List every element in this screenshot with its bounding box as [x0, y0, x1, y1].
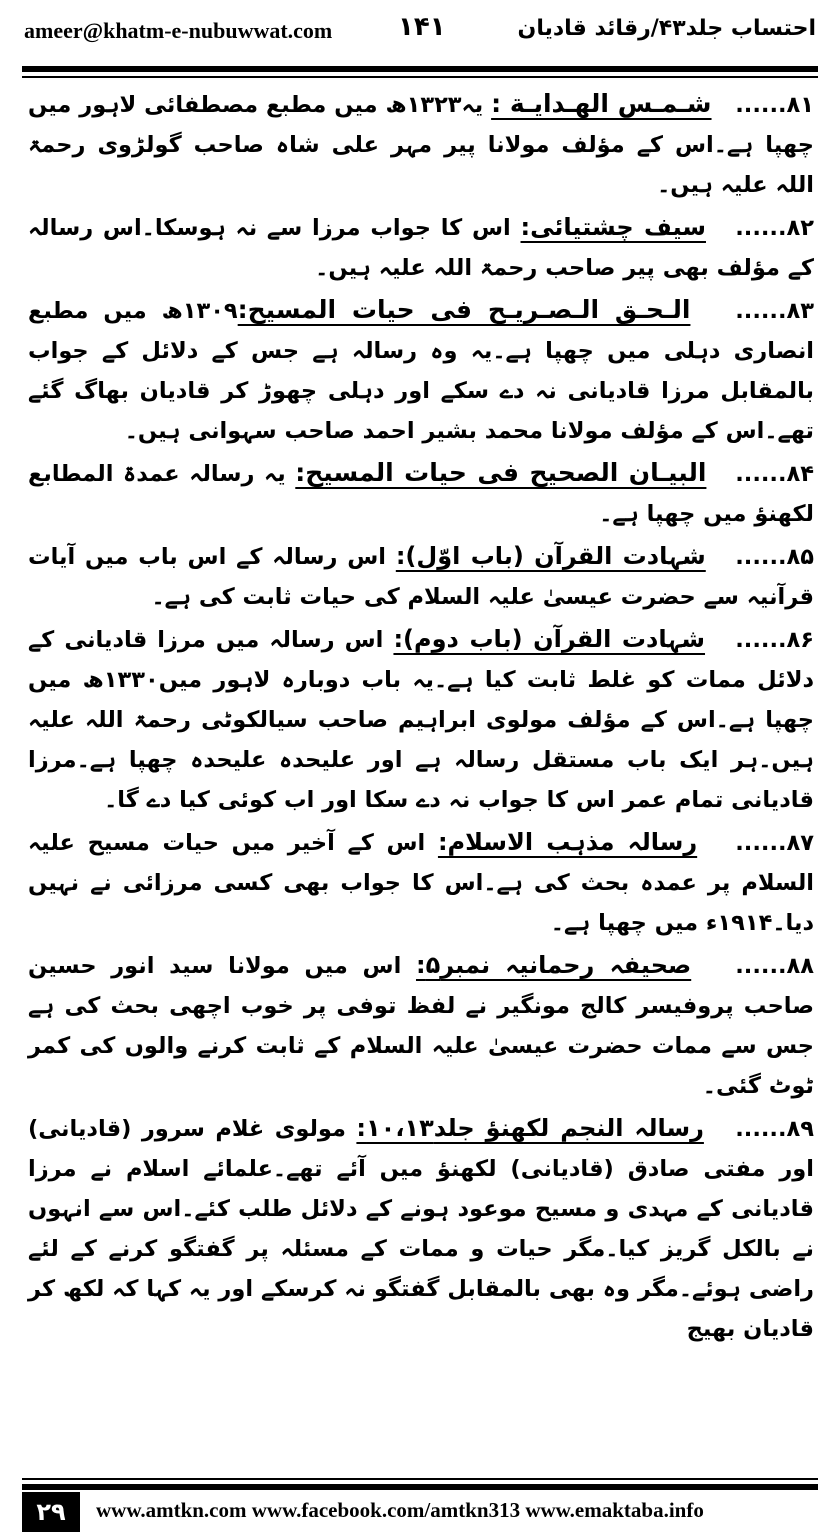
entry-title: شہادت القرآن (باب دوم):	[393, 625, 706, 653]
entry-title: البيـان الصحيح فى حيات المسيح:	[295, 458, 707, 487]
entry-title: صحیفہ رحمانیہ نمبر۵:	[415, 951, 692, 979]
entry-text: اس کے آخیر میں حیات مسیح علیہ السلام پر عمدہ بحث کی ہے۔اس کا جواب بھی کسی مرزائی نے نہیں دیا۔۱۹۱۴ء میں چھپا ہے۔	[28, 830, 814, 936]
entry-89	[28, 1108, 814, 1349]
entry-number: ۸۲	[786, 215, 814, 241]
header-email: ameer@khatm-e-nubuwwat.com	[24, 18, 333, 43]
entry-dots: ......	[735, 1116, 787, 1142]
entry-text: یہ رسالہ عمدۃ المطابع لکھنؤ میں چھپا ہے۔	[28, 461, 814, 527]
entry-number: ۸۶	[786, 627, 815, 653]
header-page-number: ۱۴۱	[398, 12, 446, 42]
entry-83	[28, 290, 814, 451]
entry-title: الـحـق الـصـريـح فى حيات المسيح:	[237, 295, 691, 324]
entry-title: سیف چشتیائی:	[520, 213, 706, 241]
entry-title: شہادت القرآن (باب اوّل):	[395, 542, 706, 570]
entry-number: ۸۴	[786, 461, 814, 487]
header-rule-thick	[22, 66, 818, 72]
entry-84	[28, 453, 814, 534]
entry-title: رسالہ مذہب الاسلام:	[437, 828, 698, 856]
entry-87	[28, 822, 814, 943]
entry-text: ۱۳۰۹ھ میں مطبع انصاری دہلی میں چھپا ہے۔یہ وہ رسالہ ہے جس کے دلائل کے جواب بالمقابل مرزا قادیانی نہ دے سکے اور دہلی چھوڑ کر قادیان بھاگ گئے تھے۔اس کے مؤلف مولانا محمد بشیر احمد صاحب سہوانی ہیں۔	[28, 298, 814, 444]
header-book-title: احتساب جلد۴۳/رقائد قادیان	[517, 16, 816, 41]
entry-number: ۸۵	[786, 544, 815, 570]
entry-title: رسالہ النجم لکھنؤ جلد۱۰،۱۳:	[356, 1114, 704, 1142]
entry-number: ۸۱	[786, 92, 815, 118]
entry-number: ۸۹	[786, 1116, 814, 1142]
footer-rule-thin	[22, 1478, 818, 1480]
entry-dots: ......	[735, 92, 787, 118]
entry-text: یہ۱۳۲۳ھ میں مطبع مصطفائی لاہور میں چھپا ہے۔اس کے مؤلف مولانا پیر مہر علی شاہ صاحب گولڑوی رحمۃ اللہ علیہ ہیں۔	[28, 92, 814, 198]
footer-urls: www.amtkn.com www.facebook.com/amtkn313 www.emaktaba.info	[96, 1498, 704, 1522]
footer-page-label: ۲۹	[22, 1492, 80, 1532]
entry-dots: ......	[735, 461, 787, 487]
footer-rule-thick	[22, 1484, 818, 1490]
entry-dots: ......	[735, 627, 787, 653]
entry-text: مولوی غلام سرور (قادیانی) اور مفتی صادق (قادیانی) لکھنؤ میں آئے تھے۔علمائے اسلام نے مرزا قادیانی کے مہدی و مسیح موعود ہونے کے دلائل طلب کئے۔اس سے انہوں نے بالکل گریز کیا۔مگر حیات و ممات کے مسئلہ پر گفتگو کرنے کے لئے راضی ہوئے۔مگر وہ بھی بالمقابل گفتگو نہ کرسکے اور یہ کہا کہ لکھ کر قادیان بھیج	[28, 1116, 814, 1342]
entry-dots: ......	[735, 953, 787, 979]
entry-dots: ......	[735, 215, 787, 241]
page-header	[0, 0, 840, 70]
header-rule-thin	[22, 76, 818, 78]
entry-86	[28, 619, 814, 820]
entry-number: ۸۷	[786, 830, 815, 856]
entry-dots: ......	[735, 544, 787, 570]
entry-85	[28, 536, 814, 617]
entry-title: شـمـس الهـدايـة :	[491, 89, 712, 118]
entry-number: ۸۸	[786, 953, 815, 979]
entry-text: اس رسالہ کے اس باب میں آیات قرآنیہ سے حضرت عیسیٰ علیہ السلام کی حیات ثابت کی ہے۔	[28, 544, 814, 610]
entry-dots: ......	[735, 298, 787, 324]
entry-text: اس رسالہ میں مرزا قادیانی کے دلائل ممات کو غلط ثابت کیا ہے۔یہ باب دوبارہ لاہور میں۱۳۳۰ھ میں چھپا ہے۔اس کے مؤلف مولوی ابراہیم صاحب سیالکوٹی رحمۃ اللہ علیہ ہیں۔ہر ایک باب مستقل رسالہ ہے اور علیحدہ علیحدہ چھپا ہے۔مرزا قادیانی تمام عمر اس کا جواب نہ دے سکا اور اب کوئی کیا دے گا۔	[28, 627, 814, 813]
page-body	[28, 84, 814, 1351]
entry-82	[28, 207, 814, 288]
page-footer	[0, 1470, 840, 1540]
entry-text: اس میں مولانا سید انور حسین صاحب پروفیسر کالج مونگیر نے لفظ توفی پر خوب اچھی بحث کی ہے جس سے ممات حضرت عیسیٰ علیہ السلام کے ثابت کرنے والوں کی کمر ٹوٹ گئی۔	[28, 953, 814, 1099]
entry-number: ۸۳	[786, 298, 814, 324]
entry-88	[28, 945, 814, 1106]
entry-text: اس کا جواب مرزا سے نہ ہوسکا۔اس رسالہ کے مؤلف بھی پیر صاحب رحمۃ اللہ علیہ ہیں۔	[28, 215, 814, 281]
entry-81	[28, 84, 814, 205]
entry-dots: ......	[735, 830, 787, 856]
